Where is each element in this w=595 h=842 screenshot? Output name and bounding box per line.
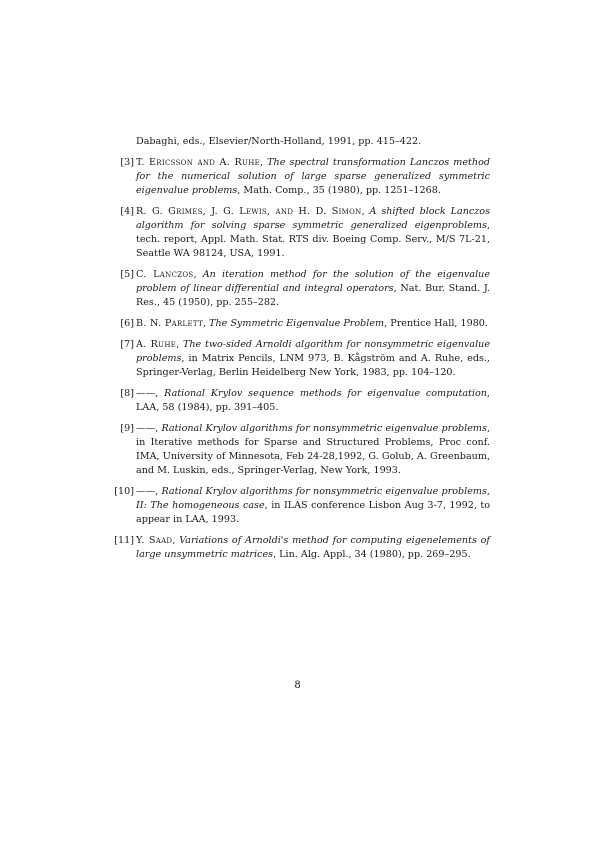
reference-details: in Matrix Pencils, LNM 973, B. Kågström and A. Ruhe, eds., Springer-Verlag, Berlin Heidelberg New York, 1983, pp. 104–120.: [136, 353, 490, 378]
reference-continuation: Dabaghi, eds., Elsevier/North-Holland, 1991, pp. 415–422.: [136, 136, 422, 147]
reference-number: [8]: [120, 388, 134, 399]
reference-item: [3] T. Ericsson and A. Ruhe, The spectral transformation Lanczos method for the numerical solution of large sparse generalized symmetric eigenvalue problems, Math. Comp., 35 (1980), pp. 1251–1268.: [110, 156, 490, 198]
reference-title: An iteration method for the solution of the eigenvalue problem of linear differential and integral operators: [136, 269, 490, 294]
reference-authors: ——: [136, 486, 156, 497]
reference-details: tech. report, Appl. Math. Stat. RTS div. Boeing Comp. Serv., M/S 7L-21, Seattle WA 98124, USA, 1991.: [136, 234, 490, 259]
reference-title: Rational Krylov algorithms for nonsymmetric eigenvalue problems, II: The homogeneous case: [136, 486, 490, 511]
reference-details: in Iterative methods for Sparse and Structured Problems, Proc conf. IMA, University of Minnesota, Feb 24-28,1992, G. Golub, A. Greenbaum, and M. Luskin, eds., Springer-Verlag, New York, 1993.: [136, 437, 490, 476]
reference-number: [10]: [114, 486, 134, 497]
reference-details: Math. Comp., 35 (1980), pp. 1251–1268.: [243, 185, 441, 196]
reference-number: [5]: [120, 269, 134, 280]
reference-title: Rational Krylov algorithms for nonsymmetric eigenvalue problems: [161, 423, 487, 434]
reference-item: [5] C. Lanczos, An iteration method for the solution of the eigenvalue problem of linear differential and integral operators, Nat. Bur. Stand. J. Res., 45 (1950), pp. 255–282.: [110, 268, 490, 310]
reference-details: LAA, 58 (1984), pp. 391–405.: [136, 402, 279, 413]
reference-list: [110, 135, 490, 569]
reference-number: [3]: [120, 157, 134, 168]
reference-item: [10] ——, Rational Krylov algorithms for nonsymmetric eigenvalue problems, II: The homogeneous case, in ILAS conference Lisbon Aug 3-7, 1992, to appear in LAA, 1993.: [110, 485, 490, 527]
reference-authors: C. Lanczos: [136, 269, 194, 280]
reference-item: [7] A. Ruhe, The two-sided Arnoldi algorithm for nonsymmetric eigenvalue problems, in Matrix Pencils, LNM 973, B. Kågström and A. Ruhe, eds., Springer-Verlag, Berlin Heidelberg New York, 1983, pp. 104–120.: [110, 338, 490, 380]
reference-title: The spectral transformation Lanczos method for the numerical solution of large sparse generalized symmetric eigenvalue problems: [136, 157, 490, 196]
reference-authors: ——: [136, 423, 156, 434]
reference-number: [7]: [120, 339, 134, 350]
reference-number: [9]: [120, 423, 134, 434]
reference-number: [6]: [120, 318, 134, 329]
reference-item: [4] R. G. Grimes, J. G. Lewis, and H. D. Simon, A shifted block Lanczos algorithm for solving sparse symmetric generalized eigenproblems, tech. report, Appl. Math. Stat. RTS div. Boeing Comp. Serv., M/S 7L-21, Seattle WA 98124, USA, 1991.: [110, 205, 490, 261]
page-number: 8: [294, 680, 301, 691]
reference-title: The two-sided Arnoldi algorithm for nonsymmetric eigenvalue problems: [136, 339, 490, 364]
reference-number: [11]: [114, 535, 134, 546]
reference-title: A shifted block Lanczos algorithm for solving sparse symmetric generalized eigenproblems: [136, 206, 491, 231]
reference-authors: Y. Saad: [136, 535, 173, 546]
reference-details: Nat. Bur. Stand. J. Res., 45 (1950), pp. 255–282.: [136, 283, 490, 308]
reference-item: [9] ——, Rational Krylov algorithms for nonsymmetric eigenvalue problems, in Iterative methods for Sparse and Structured Problems, Proc conf. IMA, University of Minnesota, Feb 24-28,1992, G. Golub, A. Greenbaum, and M. Luskin, eds., Springer-Verlag, New York, 1993.: [110, 422, 490, 478]
reference-details: in ILAS conference Lisbon Aug 3-7, 1992, to appear in LAA, 1993.: [136, 500, 490, 525]
reference-title: Rational Krylov sequence methods for eigenvalue computation: [164, 388, 487, 399]
reference-authors: A. Ruhe: [136, 339, 177, 350]
reference-authors: ——: [136, 388, 156, 399]
reference-details: Prentice Hall, 1980.: [390, 318, 488, 329]
reference-item: [8] ——, Rational Krylov sequence methods for eigenvalue computation, LAA, 58 (1984), pp. 391–405.: [110, 387, 490, 415]
reference-title: Variations of Arnoldi's method for computing eigenelements of large unsymmetric matrices: [136, 535, 490, 560]
reference-number: [4]: [120, 206, 134, 217]
reference-authors: R. G. Grimes, J. G. Lewis, and H. D. Simon: [136, 206, 362, 217]
reference-authors: T. Ericsson and A. Ruhe: [136, 157, 261, 168]
reference-details: Lin. Alg. Appl., 34 (1980), pp. 269–295.: [279, 549, 471, 560]
reference-title: The Symmetric Eigenvalue Problem: [209, 318, 385, 329]
reference-authors: B. N. Parlett: [136, 318, 203, 329]
reference-item: [6] B. N. Parlett, The Symmetric Eigenvalue Problem, Prentice Hall, 1980.: [110, 317, 490, 331]
reference-item: [11] Y. Saad, Variations of Arnoldi's method for computing eigenelements of large unsymmetric matrices, Lin. Alg. Appl., 34 (1980), pp. 269–295.: [110, 534, 490, 562]
